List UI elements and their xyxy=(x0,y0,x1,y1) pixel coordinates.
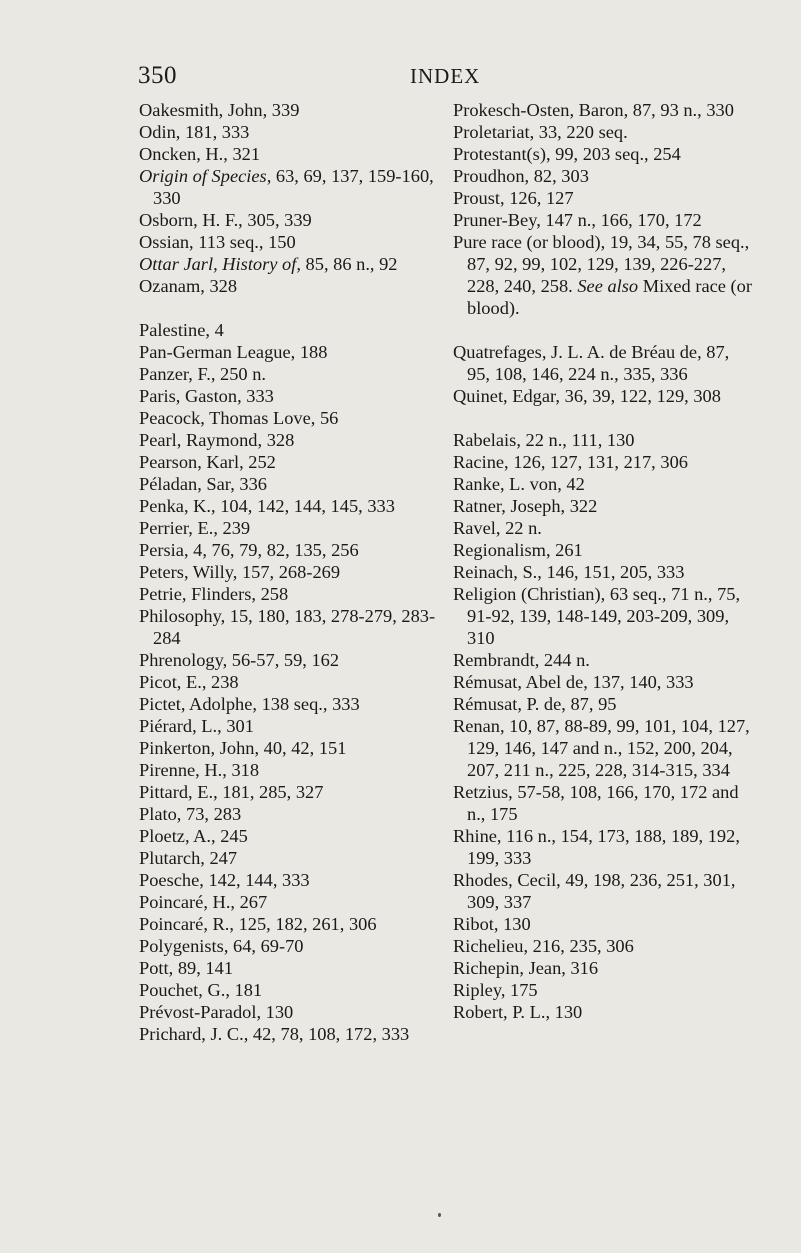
entry-text: Reinach, S., 146, 151, 205, 333 xyxy=(453,562,685,582)
entry-text: Quatrefages, J. L. A. de Bréau de, 87, 95, 108, 146, 224 n., 335, 336 xyxy=(453,342,730,384)
entry-text: Retzius, 57-58, 108, 166, 170, 172 and n., 175 xyxy=(453,782,739,824)
index-entry xyxy=(453,517,753,539)
index-entry xyxy=(139,913,439,935)
entry-text: Pearson, Karl, 252 xyxy=(139,452,276,472)
index-entry xyxy=(139,957,439,979)
index-entry xyxy=(139,847,439,869)
entry-text: Rémusat, Abel de, 137, 140, 333 xyxy=(453,672,694,692)
entry-text: Proudhon, 82, 303 xyxy=(453,166,589,186)
entry-text: Ozanam, 328 xyxy=(139,276,238,296)
entry-text: 85, 86 n., 92 xyxy=(300,254,398,274)
entry-text: Protestant(s), 99, 203 seq., 254 xyxy=(453,144,681,164)
index-entry xyxy=(453,341,753,385)
entry-text: Picot, E., 238 xyxy=(139,672,239,692)
entry-title-italic: Origin of Species, xyxy=(139,166,272,186)
index-entry xyxy=(453,671,753,693)
index-entry xyxy=(453,429,753,451)
index-entry xyxy=(139,825,439,847)
index-entry xyxy=(453,121,753,143)
entry-text: Ribot, 130 xyxy=(453,914,531,934)
entry-title-italic: Ottar Jarl, History of, xyxy=(139,254,301,274)
index-entry xyxy=(139,495,439,517)
index-entry xyxy=(139,473,439,495)
entry-text: Pittard, E., 181, 285, 327 xyxy=(139,782,324,802)
entry-text: Pouchet, G., 181 xyxy=(139,980,263,1000)
cross-reference: See also xyxy=(577,276,639,296)
entry-text: Ripley, 175 xyxy=(453,980,538,1000)
index-entry xyxy=(453,495,753,517)
entry-text: Pearl, Raymond, 328 xyxy=(139,430,295,450)
entry-text: Pictet, Adolphe, 138 seq., 333 xyxy=(139,694,360,714)
index-entry xyxy=(453,649,753,671)
index-entry xyxy=(453,165,753,187)
entry-text: Paris, Gaston, 333 xyxy=(139,386,274,406)
entry-text: Piérard, L., 301 xyxy=(139,716,254,736)
index-entry xyxy=(139,99,439,121)
entry-text: Prévost-Paradol, 130 xyxy=(139,1002,294,1022)
index-entry xyxy=(453,715,753,781)
index-entry xyxy=(453,583,753,649)
entry-text: Pirenne, H., 318 xyxy=(139,760,260,780)
section-gap xyxy=(453,407,753,429)
cross-reference-target: Mixed race (or blood). xyxy=(467,276,752,318)
index-entry xyxy=(453,99,753,121)
index-entry xyxy=(139,209,439,231)
index-entry xyxy=(139,649,439,671)
index-entry xyxy=(139,583,439,605)
entry-text: Pure race (or blood), 19, 34, 55, 78 seq., 87, 92, 99, 102, 129, 139, 226-227, 228, 240, 258. xyxy=(453,232,750,296)
index-column-left xyxy=(139,99,439,1045)
index-entry xyxy=(139,385,439,407)
index-entry xyxy=(139,429,439,451)
index-entry xyxy=(139,275,439,297)
index-entry xyxy=(139,121,439,143)
index-entry xyxy=(139,715,439,737)
index-entry xyxy=(139,891,439,913)
entry-text: Pott, 89, 141 xyxy=(139,958,234,978)
index-entry xyxy=(139,517,439,539)
section-gap xyxy=(139,297,439,319)
entry-text: Poincaré, R., 125, 182, 261, 306 xyxy=(139,914,377,934)
entry-text: Osborn, H. F., 305, 339 xyxy=(139,210,312,230)
section-gap xyxy=(453,319,753,341)
entry-text: Oakesmith, John, 339 xyxy=(139,100,300,120)
entry-text: Rabelais, 22 n., 111, 130 xyxy=(453,430,635,450)
index-entry xyxy=(453,1001,753,1023)
entry-text: Philosophy, 15, 180, 183, 278-279, 283-284 xyxy=(139,606,436,648)
entry-text: Rhine, 116 n., 154, 173, 188, 189, 192, 199, 333 xyxy=(453,826,740,868)
index-entry xyxy=(139,1023,439,1045)
entry-text: Racine, 126, 127, 131, 217, 306 xyxy=(453,452,688,472)
entry-text: Peters, Willy, 157, 268-269 xyxy=(139,562,341,582)
entry-text: Penka, K., 104, 142, 144, 145, 333 xyxy=(139,496,395,516)
entry-text: Palestine, 4 xyxy=(139,320,224,340)
index-entry xyxy=(453,539,753,561)
entry-text: Religion (Christian), 63 seq., 71 n., 75, 91-92, 139, 148-149, 203-209, 309, 310 xyxy=(453,584,741,648)
entry-text: Ravel, 22 n. xyxy=(453,518,542,538)
page-header xyxy=(0,62,801,94)
page-number: 350 xyxy=(138,62,177,89)
index-entry xyxy=(453,781,753,825)
entry-text: Odin, 181, 333 xyxy=(139,122,250,142)
index-entry xyxy=(453,231,753,319)
entry-text: Ossian, 113 seq., 150 xyxy=(139,232,296,252)
entry-text: Petrie, Flinders, 258 xyxy=(139,584,289,604)
entry-text: Oncken, H., 321 xyxy=(139,144,261,164)
index-entry xyxy=(453,957,753,979)
index-entry xyxy=(453,187,753,209)
index-entry xyxy=(453,209,753,231)
entry-text: Regionalism, 261 xyxy=(453,540,583,560)
entry-text: 63, 69, 137, 159-160, 330 xyxy=(153,166,434,208)
index-entry xyxy=(139,759,439,781)
index-entry xyxy=(139,737,439,759)
entry-text: Richelieu, 216, 235, 306 xyxy=(453,936,634,956)
index-entry xyxy=(453,935,753,957)
index-entry xyxy=(453,979,753,1001)
entry-text: Peacock, Thomas Love, 56 xyxy=(139,408,339,428)
entry-text: Prichard, J. C., 42, 78, 108, 172, 333 xyxy=(139,1024,410,1044)
specks xyxy=(438,1213,441,1217)
index-entry xyxy=(139,803,439,825)
entry-text: Ploetz, A., 245 xyxy=(139,826,248,846)
running-head: INDEX xyxy=(410,64,481,88)
entry-text: Ratner, Joseph, 322 xyxy=(453,496,598,516)
entry-text: Polygenists, 64, 69-70 xyxy=(139,936,304,956)
index-entry xyxy=(139,539,439,561)
index-entry xyxy=(139,935,439,957)
entry-text: Persia, 4, 76, 79, 82, 135, 256 xyxy=(139,540,359,560)
index-entry xyxy=(139,561,439,583)
entry-text: Phrenology, 56-57, 59, 162 xyxy=(139,650,340,670)
index-entry xyxy=(453,143,753,165)
entry-text: Rémusat, P. de, 87, 95 xyxy=(453,694,617,714)
entry-text: Pruner-Bey, 147 n., 166, 170, 172 xyxy=(453,210,702,230)
index-entry xyxy=(453,473,753,495)
entry-text: Péladan, Sar, 336 xyxy=(139,474,267,494)
index-entry xyxy=(139,979,439,1001)
entry-text: Prokesch-Osten, Baron, 87, 93 n., 330 xyxy=(453,100,734,120)
index-entry xyxy=(139,1001,439,1023)
index-entry xyxy=(139,605,439,649)
index-entry xyxy=(139,143,439,165)
entry-text: Quinet, Edgar, 36, 39, 122, 129, 308 xyxy=(453,386,721,406)
entry-text: Poincaré, H., 267 xyxy=(139,892,268,912)
entry-text: Rembrandt, 244 n. xyxy=(453,650,590,670)
index-entry xyxy=(453,693,753,715)
index-entry xyxy=(453,385,753,407)
entry-text: Robert, P. L., 130 xyxy=(453,1002,583,1022)
entry-text: Rhodes, Cecil, 49, 198, 236, 251, 301, 309, 337 xyxy=(453,870,736,912)
index-entry xyxy=(139,671,439,693)
entry-text: Plato, 73, 283 xyxy=(139,804,242,824)
entry-text: Proletariat, 33, 220 seq. xyxy=(453,122,628,142)
index-entry xyxy=(139,781,439,803)
index-entry xyxy=(139,451,439,473)
index-entry xyxy=(139,231,439,253)
entry-text: Panzer, F., 250 n. xyxy=(139,364,267,384)
entry-text: Perrier, E., 239 xyxy=(139,518,251,538)
index-entry xyxy=(139,341,439,363)
entry-text: Richepin, Jean, 316 xyxy=(453,958,599,978)
entry-text: Ranke, L. von, 42 xyxy=(453,474,585,494)
entry-text: Renan, 10, 87, 88-89, 99, 101, 104, 127, 129, 146, 147 and n., 152, 200, 204, 207, 211 n., 225, 228, 314-315, 334 xyxy=(453,716,750,780)
index-entry xyxy=(139,363,439,385)
index-entry xyxy=(453,451,753,473)
index-entry xyxy=(453,561,753,583)
index-entry xyxy=(139,253,439,275)
index-entry xyxy=(139,693,439,715)
index-entry xyxy=(139,869,439,891)
index-entry xyxy=(139,407,439,429)
index-entry xyxy=(453,825,753,869)
entry-text: Plutarch, 247 xyxy=(139,848,238,868)
index-entry xyxy=(453,913,753,935)
index-entry xyxy=(139,319,439,341)
index-column-right xyxy=(453,99,753,1023)
index-entry xyxy=(453,869,753,913)
entry-text: Pan-German League, 188 xyxy=(139,342,328,362)
index-entry xyxy=(139,165,439,209)
entry-text: Poesche, 142, 144, 333 xyxy=(139,870,310,890)
entry-text: Proust, 126, 127 xyxy=(453,188,574,208)
entry-text: Pinkerton, John, 40, 42, 151 xyxy=(139,738,347,758)
